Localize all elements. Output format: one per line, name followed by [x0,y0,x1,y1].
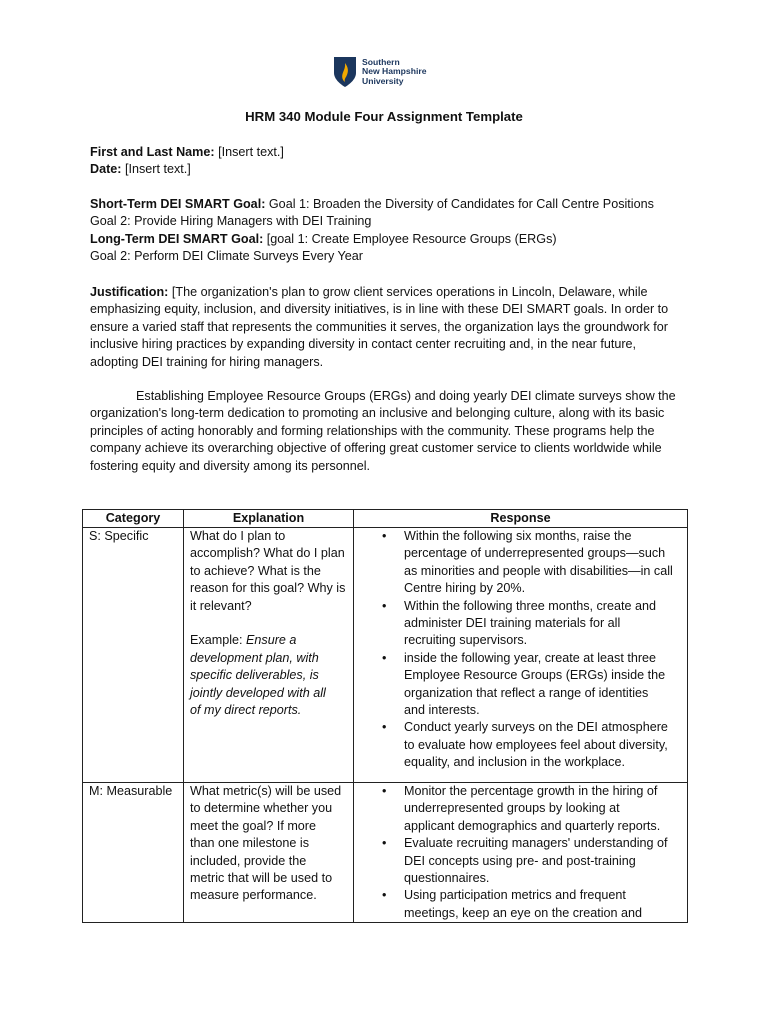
header-response: Response [354,510,688,528]
header-category: Category [83,510,184,528]
date-line: Date: [Insert text.] [90,162,191,177]
explanation-cell: What do I plan to accomplish? What do I plan to achieve? What is the reason for this goal? Why is it relevant? Example: Ensure a development plan, with specific deliverables, is jointly developed with all of my direct reports. [184,528,354,783]
short-term-goal-1: Short-Term DEI SMART Goal: Goal 1: Broaden the Diversity of Candidates for Call Centre Positions [90,197,654,211]
shield-flame-icon [333,56,357,88]
list-item: • inside the following year, create at least three Employee Resource Groups (ERGs) inside the organization that reflect a range of identities and interests. [382,650,681,720]
response-cell [354,783,688,923]
list-item: • Conduct yearly surveys on the DEI atmosphere to evaluate how employees feel about diversity, equality, and inclusion in the workplace. [382,719,681,771]
university-logo: Southern New Hampshire University [333,55,443,89]
long-term-goal-2: Goal 2: Perform DEI Climate Surveys Every Year [90,249,363,264]
list-item: • Within the following three months, create and administer DEI training materials for all recruiting supervisors. [382,598,681,650]
list-item: • Using participation metrics and frequent meetings, keep an eye on the creation and [382,887,681,922]
explanation-cell: What metric(s) will be used to determine whether you meet the goal? If more than one milestone is included, provide the metric that will be used to measure performance. [184,783,354,923]
short-term-goal-2: Goal 2: Provide Hiring Managers with DEI Training [90,214,372,229]
justification-paragraph-1: Justification: [The organization's plan to grow client services operations in Lincoln, Delaware, while emphasizing equity, inclusion, and diversity initiatives, is in line with these DEI SMART goals. In order to ensure a varied staff that represents the communities it serves, the organization lays the groundwork for inclusive hiring practices by expanding diversity in contact center recruiting and, in the near future, adopting DEI training for hiring managers. [90,285,669,369]
name-date-block [90,144,690,179]
category-cell: S: Specific [83,528,184,783]
list-item: • Within the following six months, raise the percentage of underrepresented groups—such as minorities and people with disabilities—in call Centre hiring by 20%. [382,528,681,598]
justification-paragraph-2: Establishing Employee Resource Groups (ERGs) and doing yearly DEI climate surveys show the organization's long-term dedication to promoting an inclusive and belonging culture, along with its basic principles of acting honorably and forming relationships with the community. These programs help the company achieve its overarching objective of offering great customer service to clients worldwide while fostering equity and diversity among its personnel. [90,389,676,473]
table-header-row [83,510,688,528]
goals-block [90,196,690,266]
example-text: Example: Ensure a [190,633,297,648]
category-cell: M: Measurable [83,783,184,923]
long-term-goal-1: Long-Term DEI SMART Goal: [goal 1: Create Employee Resource Groups (ERGs) [90,231,557,246]
header-explanation: Explanation [184,510,354,528]
list-item: • Evaluate recruiting managers' understanding of DEI concepts using pre- and post-training questionnaires. [382,835,681,887]
table-row [83,783,688,923]
table-row [83,528,688,783]
document-title: HRM 340 Module Four Assignment Template [245,109,523,124]
name-line: First and Last Name: [Insert text.] [90,145,284,159]
list-item: • Monitor the percentage growth in the hiring of underrepresented groups by looking at applicant demographics and quarterly reports. [382,783,681,835]
smart-goal-table [82,509,688,923]
response-cell [354,528,688,783]
